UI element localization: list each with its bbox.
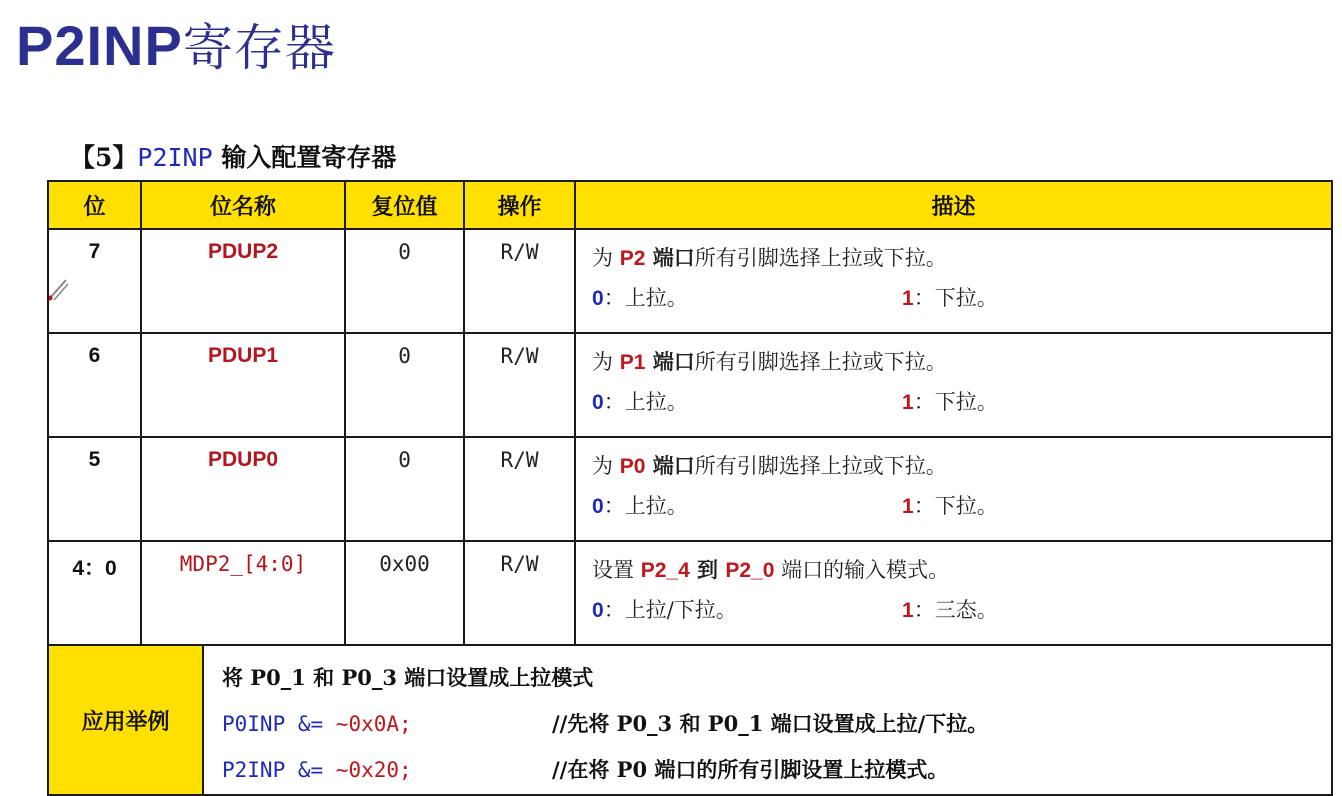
- description-cell: [575, 437, 1332, 541]
- option-0-text: ：上拉/下拉。: [603, 598, 737, 622]
- bit-name-cell: PDUP1: [141, 333, 345, 437]
- desc-prefix: 为: [592, 246, 620, 270]
- desc-main: 所有引脚选择上拉或下拉。: [694, 454, 947, 478]
- desc-to-word: 到: [689, 557, 726, 582]
- code-operator: &=: [285, 712, 336, 736]
- header-bit-name: 位名称: [141, 181, 345, 229]
- option-0-text: ：上拉。: [603, 494, 688, 518]
- option-1: [902, 382, 998, 423]
- desc-port: P1: [619, 351, 646, 374]
- desc-prefix: 为: [592, 454, 620, 478]
- desc-port: P0: [619, 455, 646, 478]
- operation-cell: R/W: [464, 229, 575, 333]
- code-register: P2INP: [222, 758, 286, 782]
- operation-cell: R/W: [464, 541, 575, 645]
- desc-port-word: 端口: [645, 349, 695, 374]
- example-row: [48, 645, 1332, 795]
- option-1-value: 1: [902, 391, 914, 414]
- option-1-text: ：下拉。: [913, 286, 998, 310]
- header-reset: 复位值: [345, 181, 464, 229]
- option-0-value: 0: [592, 391, 604, 414]
- description-text: [592, 238, 1331, 278]
- option-0: [592, 278, 688, 319]
- description-options: [592, 278, 1331, 318]
- description-options: [592, 486, 1331, 526]
- header-operation: 操作: [464, 181, 575, 229]
- desc-port-to: P2_0: [725, 559, 775, 582]
- description-cell: [575, 541, 1332, 645]
- header-description: 描述: [575, 181, 1332, 229]
- slide-title-latin: P2INP: [16, 14, 183, 77]
- slide-title-cn: 寄存器: [182, 19, 336, 77]
- code-comment: //在将 P0 端口的所有引脚设置上拉模式。: [552, 757, 949, 782]
- desc-prefix: 为: [592, 350, 620, 374]
- bit-name-cell: PDUP0: [141, 437, 345, 541]
- section-prefix: 【5】: [70, 143, 138, 172]
- option-0-value: 0: [592, 599, 604, 622]
- desc-main: 所有引脚选择上拉或下拉。: [694, 350, 947, 374]
- example-body: [203, 645, 1332, 795]
- option-0: [592, 590, 737, 631]
- bit-cell: 6: [48, 333, 141, 437]
- table-row: [48, 437, 1332, 541]
- description-text: [592, 550, 1331, 590]
- section-register: P2INP: [137, 143, 213, 172]
- desc-port: P2: [619, 247, 646, 270]
- table-row: [48, 229, 1332, 333]
- option-1: [902, 278, 998, 319]
- code-register: P0INP: [222, 712, 286, 736]
- description-options: [592, 590, 1331, 630]
- option-1: [902, 590, 998, 631]
- option-0-text: ：上拉。: [603, 390, 688, 414]
- desc-main: 端口的输入模式。: [774, 558, 950, 582]
- option-0-value: 0: [592, 287, 604, 310]
- code-operator: &=: [285, 758, 336, 782]
- reset-cell: 0x00: [345, 541, 464, 645]
- desc-port-from: P2_4: [640, 559, 690, 582]
- option-1-value: 1: [902, 599, 914, 622]
- option-1-value: 1: [902, 287, 914, 310]
- option-0: [592, 382, 688, 423]
- bit-cell: 7: [48, 229, 141, 333]
- table-header-row: [48, 181, 1332, 229]
- bit-name-cell: PDUP2: [141, 229, 345, 333]
- desc-port-word: 端口: [645, 245, 695, 270]
- operation-cell: R/W: [464, 333, 575, 437]
- option-0: [592, 486, 688, 527]
- table-row: [48, 541, 1332, 645]
- option-1-text: ：下拉。: [913, 494, 998, 518]
- register-table: [47, 180, 1333, 796]
- bit-cell: 4：0: [48, 541, 141, 645]
- desc-main: 所有引脚选择上拉或下拉。: [694, 246, 947, 270]
- option-0-value: 0: [592, 495, 604, 518]
- option-1-text: ：三态。: [913, 598, 998, 622]
- section-name: 输入配置寄存器: [221, 143, 397, 172]
- description-cell: [575, 333, 1332, 437]
- option-1-text: ：下拉。: [913, 390, 998, 414]
- code-line: [222, 748, 1331, 794]
- desc-prefix: 设置: [592, 558, 641, 582]
- description-text: [592, 446, 1331, 486]
- slide-title: [16, 8, 336, 80]
- description-options: [592, 382, 1331, 422]
- code-line: [222, 702, 1331, 748]
- example-intro: 将 P0_1 和 P0_3 端口设置成上拉模式: [222, 665, 594, 690]
- table-row: [48, 333, 1332, 437]
- header-bit: 位: [48, 181, 141, 229]
- option-1: [902, 486, 998, 527]
- reset-cell: 0: [345, 437, 464, 541]
- option-0-text: ：上拉。: [603, 286, 688, 310]
- description-cell: [575, 229, 1332, 333]
- code-comment: //先将 P0_3 和 P0_1 端口设置成上拉/下拉。: [552, 711, 989, 736]
- code-value: ~0x0A;: [335, 712, 412, 736]
- description-text: [592, 342, 1331, 382]
- operation-cell: R/W: [464, 437, 575, 541]
- example-label: 应用举例: [48, 645, 203, 795]
- section-heading: [70, 138, 396, 174]
- reset-cell: 0: [345, 333, 464, 437]
- code-value: ~0x20;: [335, 758, 412, 782]
- bit-name-cell: MDP2_[4:0]: [141, 541, 345, 645]
- reset-cell: 0: [345, 229, 464, 333]
- desc-port-word: 端口: [645, 453, 695, 478]
- bit-cell: 5: [48, 437, 141, 541]
- option-1-value: 1: [902, 495, 914, 518]
